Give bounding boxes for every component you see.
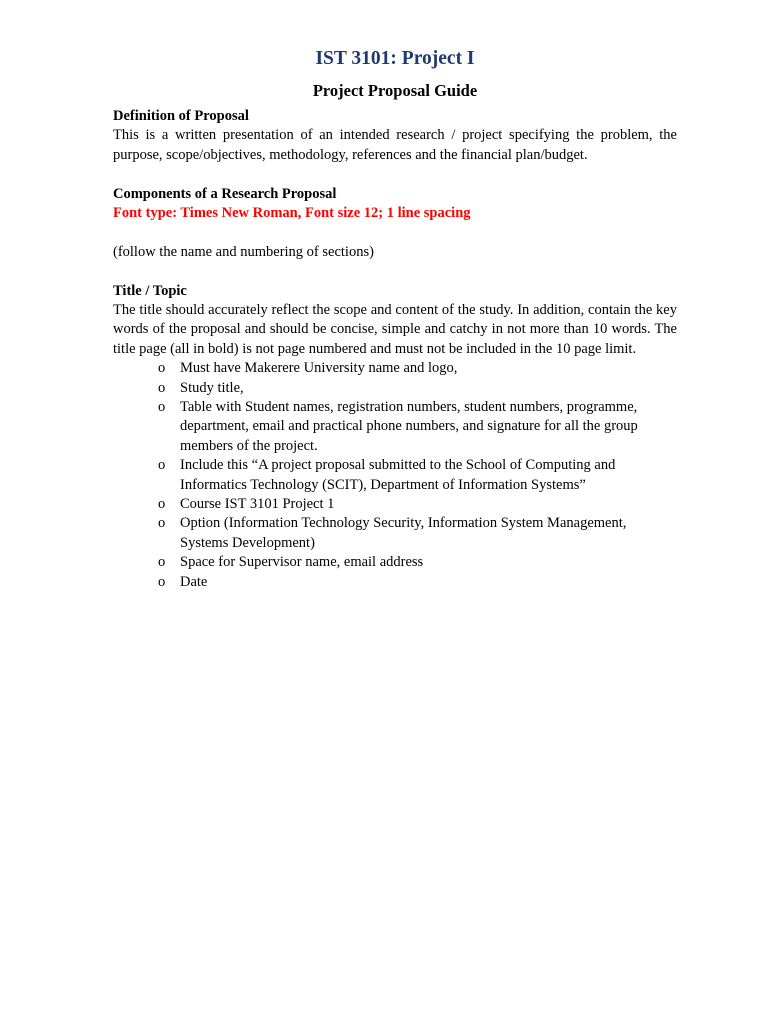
definition-text: This is a written presentation of an intended research / project specifying the problem, the purpose, scope/objectives, methodology, references and the financial plan/budget. [113,127,677,163]
bullet-icon: o [158,399,166,416]
spacer [113,262,677,281]
components-heading: Components of a Research Proposal [113,185,337,202]
list-item [158,573,677,592]
list-item-text: Course IST 3101 Project 1 [180,496,335,513]
document-subtitle: Project Proposal Guide [312,81,478,100]
list-item [158,553,677,572]
list-item [158,456,677,495]
bullet-icon: o [158,573,166,590]
bullet-icon: o [158,554,166,571]
list-item [158,359,677,378]
bullet-icon: o [158,457,166,474]
list-item-text: Option (Information Technology Security, Information System Management, Systems Development) [180,515,627,551]
title-topic-text: The title should accurately reflect the scope and content of the study. In addition, contain the key words of the proposal and should be concise, simple and catchy in not more than 10 words. The title page (all in bold) is not page numbered and must not be included in the 10 page limit. [113,302,677,357]
follow-numbering-note: (follow the name and numbering of sections) [113,243,374,260]
components-section [113,185,677,263]
list-item [158,514,677,553]
list-item-text: Table with Student names, registration numbers, student numbers, programme, department, email and practical phone numbers, and signature for all the group members of the project. [180,399,638,454]
spacer [113,223,677,242]
spacer [113,165,677,184]
list-item-text: Space for Supervisor name, email address [180,554,424,571]
title-page-requirements-list [113,359,677,592]
list-item [158,495,677,514]
document-content [113,45,677,592]
list-item-text: Date [180,573,208,590]
list-item-text: Study title, [180,379,244,396]
list-item [158,398,677,456]
definition-heading: Definition of Proposal [113,108,249,124]
document-title: IST 3101: Project I [315,48,475,69]
title-topic-heading: Title / Topic [113,282,187,299]
bullet-icon: o [158,515,166,532]
list-item-text: Include this “A project proposal submitted to the School of Computing and Informatics Technology (SCIT), Department of Information Systems” [180,457,616,493]
definition-section [113,107,677,165]
list-item-text: Must have Makerere University name and logo, [180,360,458,377]
bullet-icon: o [158,360,166,377]
list-item [158,379,677,398]
font-requirements-note: Font type: Times New Roman, Font size 12; 1 line spacing [113,205,471,222]
title-topic-section [113,282,677,593]
bullet-icon: o [158,496,166,513]
bullet-icon: o [158,379,166,396]
